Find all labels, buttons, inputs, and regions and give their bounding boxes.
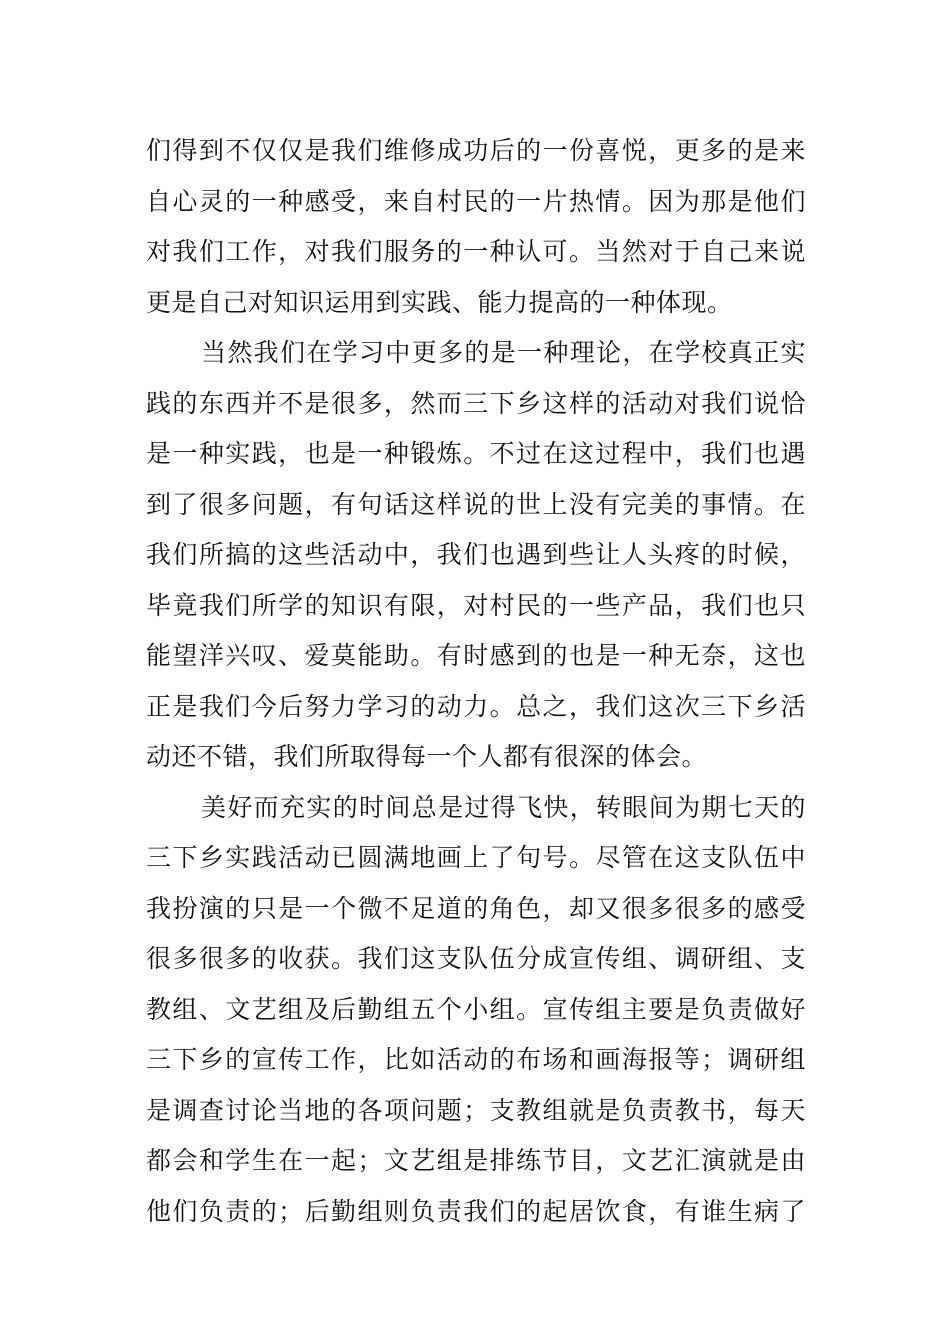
- paragraph-first-line: 当然我们在学习中更多的是一种理论，在学校真正实: [201, 338, 806, 367]
- text-line: 三下乡实践活动已圆满地画上了句号。尽管在这支队伍中: [146, 843, 806, 872]
- text-line: 是一种实践，也是一种锻炼。不过在这过程中，我们也遇: [146, 439, 806, 468]
- text-line: 更是自己对知识运用到实践、能力提高的一种体现。: [146, 287, 733, 317]
- text-line: 他们负责的；后勤组则负责我们的起居饮食，有谁生病了: [146, 1196, 806, 1226]
- text-line: 教组、文艺组及后勤组五个小组。宣传组主要是负责做好: [146, 994, 806, 1024]
- text-line: 自心灵的一种感受，来自村民的一片热情。因为那是他们: [146, 186, 806, 216]
- text-line: 能望洋兴叹、爱莫能助。有时感到的也是一种无奈，这也: [146, 641, 806, 670]
- text-line: 是调查讨论当地的各项问题；支教组就是负责教书，每天: [146, 1095, 806, 1125]
- paragraph-first-line: 美好而充实的时间总是过得飞快，转眼间为期七天的: [201, 792, 806, 822]
- text-line: 我们所搞的这些活动中，我们也遇到些让人头疼的时候，: [146, 540, 806, 569]
- text-line: 践的东西并不是很多，然而三下乡这样的活动对我们说恰: [146, 388, 806, 418]
- text-line: 三下乡的宣传工作，比如活动的布场和画海报等；调研组: [146, 1045, 806, 1074]
- text-line: 正是我们今后努力学习的动力。总之，我们这次三下乡活: [146, 691, 806, 721]
- text-line: 们得到不仅仅是我们维修成功后的一份喜悦，更多的是来: [146, 136, 806, 165]
- text-line: 对我们工作，对我们服务的一种认可。当然对于自己来说: [146, 237, 806, 266]
- text-line: 我扮演的只是一个微不足道的角色，却又很多很多的感受: [146, 893, 806, 923]
- text-line: 到了很多问题，有句话这样说的世上没有完美的事情。在: [146, 489, 806, 519]
- text-line: 很多很多的收获。我们这支队伍分成宣传组、调研组、支: [146, 944, 806, 973]
- text-line: 都会和学生在一起；文艺组是排练节目，文艺汇演就是由: [146, 1146, 806, 1175]
- text-line: 毕竟我们所学的知识有限，对村民的一些产品，我们也只: [146, 590, 806, 620]
- text-line: 动还不错，我们所取得每一个人都有很深的体会。: [146, 742, 708, 771]
- body-text: [146, 126, 806, 1237]
